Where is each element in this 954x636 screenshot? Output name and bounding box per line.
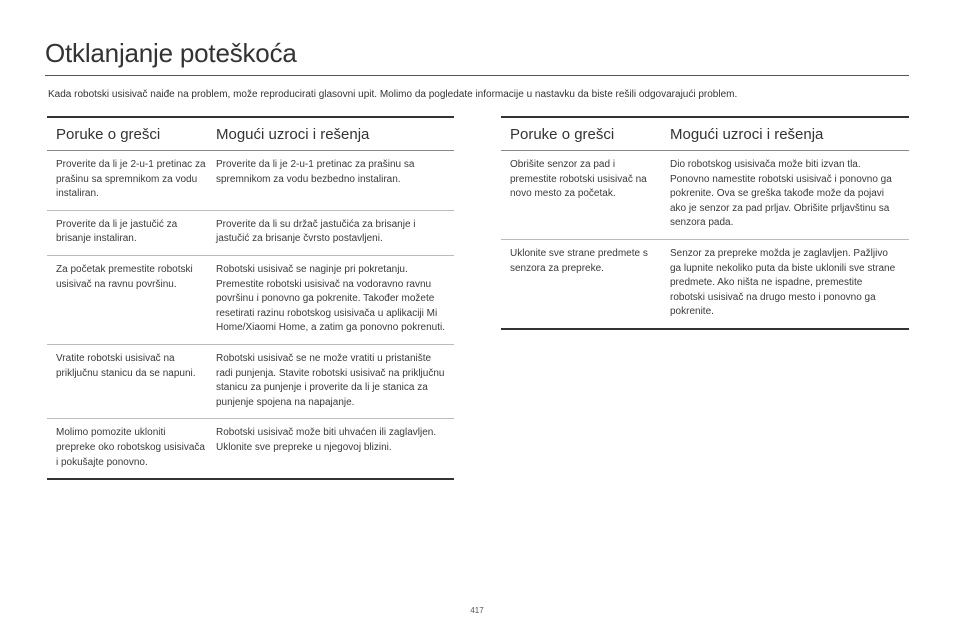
- page-title: Otklanjanje poteškoća: [45, 38, 297, 68]
- troubleshooting-table-left: [47, 116, 454, 480]
- error-message-cell: Vratite robotski usisivač na priključnu stanicu da se napuni.: [56, 352, 196, 379]
- table-header: [501, 118, 909, 151]
- table-header: [47, 118, 454, 151]
- intro-text: Kada robotski usisivač naiđe na problem, može reproducirati glasovni upit. Molimo da pogledate informacije u nastavku da biste rešili odgovarajući problem.: [48, 89, 738, 100]
- solution-cell: Proverite da li su držač jastučića za brisanje i jastučić za brisanje čvrsto postavljeni.: [216, 218, 416, 245]
- solution-cell: Dio robotskog usisivača može biti izvan tla. Ponovno namestite robotski usisivač i ponovno ga pokrenite. Ova se greška takođe može da pojavi ako je senzor za pad prljav. Obrišite prljavštinu sa senzora pada.: [670, 159, 892, 229]
- column-header-solutions: Mogući uzroci i rešenja: [216, 125, 370, 143]
- solution-cell: Robotski usisivač može biti uhvaćen ili zaglavljen. Uklonite sve prepreke u njegovoj blizini.: [216, 427, 437, 453]
- column-header-solutions: Mogući uzroci i rešenja: [670, 125, 824, 143]
- table-row: [501, 240, 909, 328]
- error-message-cell: Obrišite senzor za pad i premestite robotski usisivač na novo mesto za početak.: [510, 159, 647, 200]
- table-row: [47, 419, 454, 478]
- table-row: [47, 345, 454, 419]
- solution-cell: Senzor za prepreke možda je zaglavljen. Pažljivo ga lupnite nekoliko puta da biste uklonili sve strane predmete. Ako ništa ne ispadne, premestite robotski usisivač na drugo mesto i ponovno ga pokrenite.: [670, 247, 896, 318]
- troubleshooting-table-right: [501, 116, 909, 330]
- error-message-cell: Uklonite sve strane predmete s senzora za prepreke.: [510, 247, 648, 274]
- column-header-messages: Poruke o grešci: [56, 125, 161, 143]
- error-message-cell: Za početak premestite robotski usisivač na ravnu površinu.: [56, 263, 193, 290]
- solution-cell: Robotski usisivač se naginje pri pokretanju. Premestite robotski usisivač na vodoravno ravnu površinu i ponovno ga pokrenite. Također možete resetirati razinu robotskog usisivača u aplikaciji Mi Home/Xiaomi Home, a zatim ga ponovno pokrenuti.: [216, 263, 446, 334]
- column-header-messages: Poruke o grešci: [510, 125, 615, 143]
- title-divider: [45, 75, 909, 76]
- table-row: [47, 211, 454, 256]
- error-message-cell: Proverite da li je 2-u-1 pretinac za prašinu sa spremnikom za vodu instaliran.: [56, 159, 206, 200]
- table-row: [501, 151, 909, 240]
- error-message-cell: Proverite da li je jastučić za brisanje instaliran.: [56, 218, 178, 245]
- solution-cell: Robotski usisivač se ne može vratiti u pristanište radi punjenja. Stavite robotski usisivač na priključnu stanicu za punjenje i proverite da li je stanica za punjenje spojena na napajanje.: [216, 352, 445, 408]
- error-message-cell: Molimo pomozite ukloniti prepreke oko robotskog usisivača i pokušajte ponovno.: [56, 427, 205, 468]
- page-number: 417: [470, 606, 484, 615]
- table-row: [47, 256, 454, 345]
- table-row: [47, 151, 454, 211]
- solution-cell: Proverite da li je 2-u-1 pretinac za prašinu sa spremnikom za vodu bezbedno instaliran.: [216, 159, 415, 185]
